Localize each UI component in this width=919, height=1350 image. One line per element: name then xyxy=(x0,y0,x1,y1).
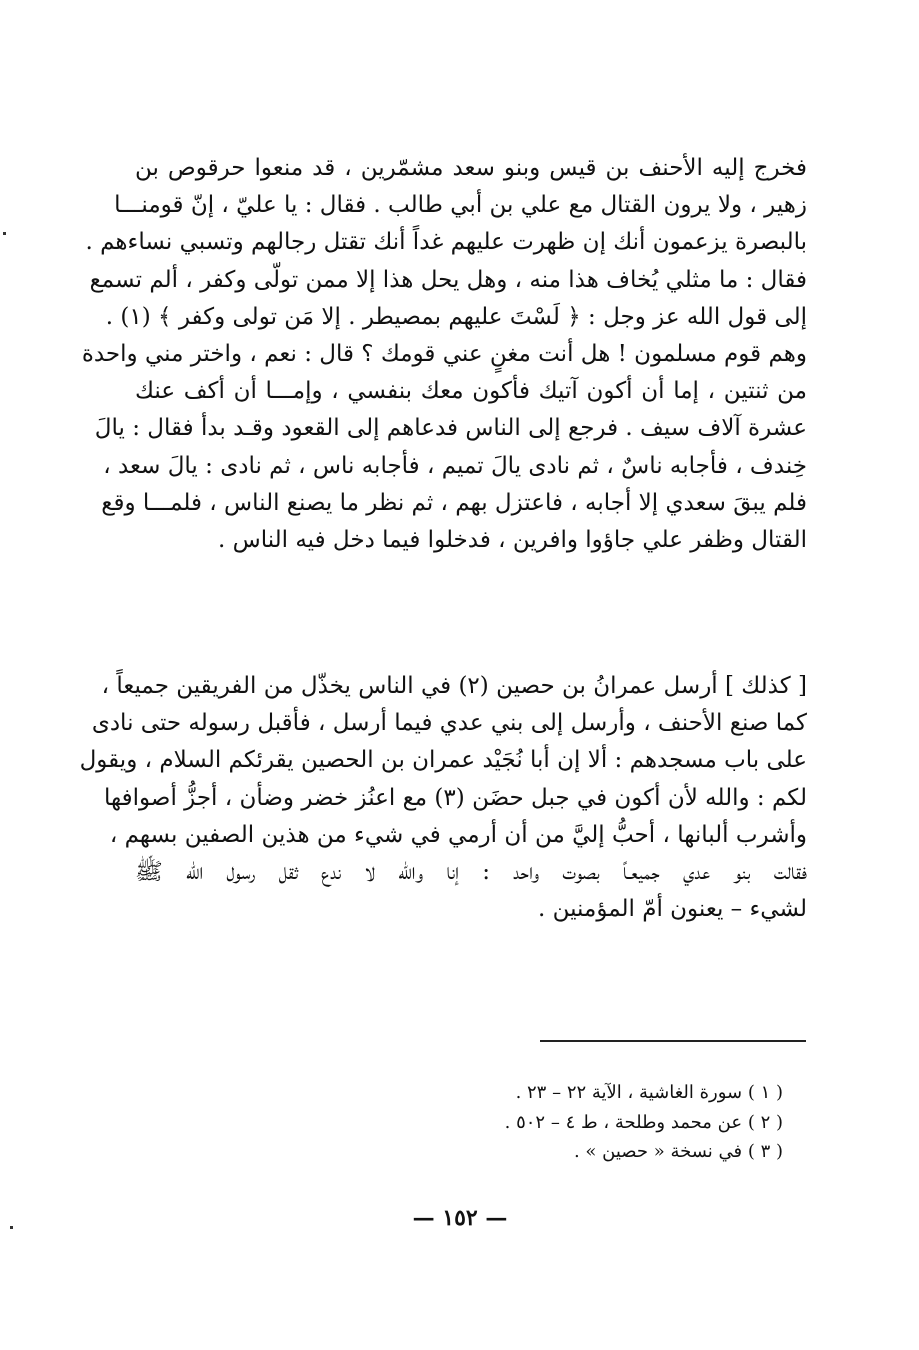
text-line: فخرج إليه الأحنف بن قيس وبنو سعد مشمّرين ، قد منعوا حرقوص بن xyxy=(135,155,807,181)
text-line: فقالت بنو عدي جميعـاً بصوت واحد : إنا والله لا ندع ثقل رسول الله ﷺ xyxy=(135,858,807,885)
text-line: على باب مسجدهم : ألا إن أبا نُجَيْد عمران بن الحصين يقرئكم السلام ، ويقول xyxy=(79,747,807,774)
text-line: زهير ، ولا يرون القتال مع علي بن أبي طالب . فقال : يا عليّ ، إنّ قومنـــا xyxy=(114,192,807,219)
text-line: [ كذلك ] أرسل عمرانُ بن حصين (٢) في الناس يخذّل من الفريقين جميعاً ، xyxy=(101,673,807,699)
text-line: وأشرب ألبانها ، أحبُّ إليَّ من أن أرمي في شيء من هذين الصفين بسهم ، xyxy=(109,821,807,848)
text-line: القتال وظفر علي جاؤوا وافرين ، فدخلوا فيما دخل فيه الناس . xyxy=(218,526,807,553)
page-number: — ١٥٢ — xyxy=(412,1205,508,1231)
text-line: من ثنتين ، إما أن أكون آتيك فأكون معك بنفسي ، وإمـــا أن أكف عنك xyxy=(135,378,807,405)
footnote-divider xyxy=(540,1040,806,1042)
footnote-1: ( ١ ) سورة الغاشية ، الآية ٢٢ – ٢٣ . xyxy=(515,1082,783,1103)
text-line: كما صنع الأحنف ، وأرسل إلى بني عدي فيما أرسل ، فأقبل رسوله حتى نادى xyxy=(91,710,807,737)
footnote-2: ( ٢ ) عن محمد وطلحة ، ط ٤ – ٥٠٢ . xyxy=(504,1111,783,1133)
text-line: لشيء – يعنون أمّ المؤمنين . xyxy=(537,896,807,923)
footnotes xyxy=(400,1078,783,1167)
text-line: إلى قول الله عز وجل : ﴿ لَسْتَ عليهم بمصيطر . إلا مَن تولى وكفر ﴾ (١) . xyxy=(105,303,807,330)
text-line: عشرة آلاف سيف . فرجع إلى الناس فدعاهم إلى القعود وقـد بدأ فقال : يالَ xyxy=(94,415,807,442)
footnote-3: ( ٣ ) في نسخة « حصين » . xyxy=(573,1141,783,1162)
scan-speck xyxy=(10,1226,13,1229)
text-line: لكم : والله لأن أكون في جبل حضَن (٣) مع اعنُز خضر وضأن ، أجزُّ أصوافها xyxy=(104,784,807,811)
text-line: بالبصرة يزعمون أنك إن ظهرت عليهم غداً أنك تقتل رجالهم وتسبي نساءهم . xyxy=(85,229,807,256)
text-line: خِندف ، فأجابه ناسٌ ، ثم نادى يالَ تميم ، فأجابه ناس ، ثم نادى : يالَ سعد ، xyxy=(103,452,807,479)
text-line: وهم قوم مسلمون ! هل أنت مغنٍ عني قومك ؟ قال : نعم ، واختر مني واحدة xyxy=(81,340,807,367)
text-line: فلم يبقَ سعدي إلا أجابه ، فاعتزل بهم ، ثم نظر ما يصنع الناس ، فلمـــا وقع xyxy=(101,489,807,516)
paragraph-2 xyxy=(79,668,807,928)
scan-speck xyxy=(3,232,6,235)
paragraph-1 xyxy=(81,150,807,559)
text-line: فقال : ما مثلي يُخاف هذا منه ، وهل يحل هذا إلا ممن تولّى وكفر ، ألم تسمع xyxy=(89,266,807,293)
